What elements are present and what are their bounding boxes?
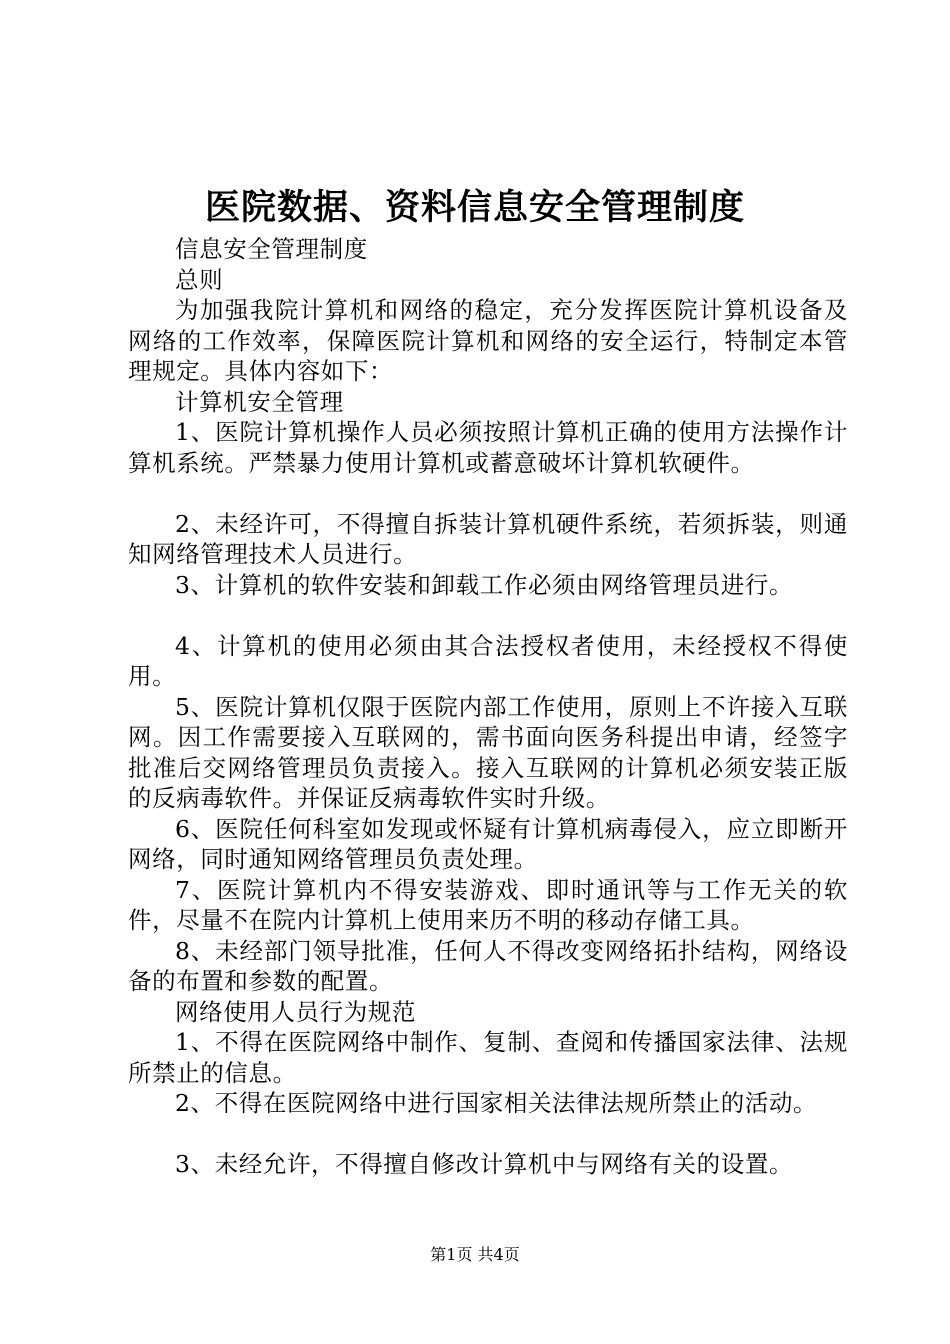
paragraph-conduct-2: 2、不得在医院网络中进行国家相关法律法规所禁止的活动。 [175,1089,818,1117]
page-footer: 第1页 共4页 [430,1245,520,1264]
document-title: 医院数据、资料信息安全管理制度 [204,187,745,228]
paragraph-section-general: 总则 [175,265,224,294]
paragraph-conduct-1: 1、不得在医院网络中制作、复制、查阅和传播国家法律、法规所禁止的信息。 [128,1028,848,1087]
paragraph-conduct-3: 3、未经允许，不得擅自修改计算机中与网络有关的设置。 [175,1150,794,1178]
paragraph-rule-8: 8、未经部门领导批准，任何人不得改变网络拓扑结构，网络设备的布置和参数的配置。 [128,936,848,995]
paragraph-intro: 为加强我院计算机和网络的稳定，充分发挥医院计算机设备及网络的工作效率，保障医院计算机和网络的安全运行，特制定本管理规定。具体内容如下： [128,296,848,385]
paragraph-rule-4: 4、计算机的使用必须由其合法授权者使用，未经授权不得使用。 [128,631,848,690]
paragraph-rule-3: 3、计算机的软件安装和卸载工作必须由网络管理员进行。 [175,570,794,599]
paragraph-rule-7: 7、医院计算机内不得安装游戏、即时通讯等与工作无关的软件，尽量不在院内计算机上使用来历不明的移动存储工具。 [128,875,848,934]
paragraph-rule-6: 6、医院任何科室如发现或怀疑有计算机病毒侵入，应立即断开网络，同时通知网络管理员负责处理。 [128,814,848,873]
paragraph-subtitle: 信息安全管理制度 [175,235,368,263]
paragraph-rule-2: 2、未经许可，不得擅自拆装计算机硬件系统，若须拆装，则通知网络管理技术人员进行。 [128,509,848,568]
paragraph-section-network-conduct: 网络使用人员行为规范 [175,997,416,1026]
paragraph-rule-1: 1、医院计算机操作人员必须按照计算机正确的使用方法操作计算机系统。严禁暴力使用计算机或蓄意破坏计算机软硬件。 [128,418,848,477]
paragraph-section-computer-security: 计算机安全管理 [175,387,344,416]
paragraph-rule-5: 5、医院计算机仅限于医院内部工作使用，原则上不许接入互联网。因工作需要接入互联网的，需书面向医务科提出申请，经签字批准后交网络管理员负责接入。接入互联网的计算机必须安装正版的反病毒软件。并保证反病毒软件实时升级。 [128,692,848,812]
document-body [128,234,848,1180]
